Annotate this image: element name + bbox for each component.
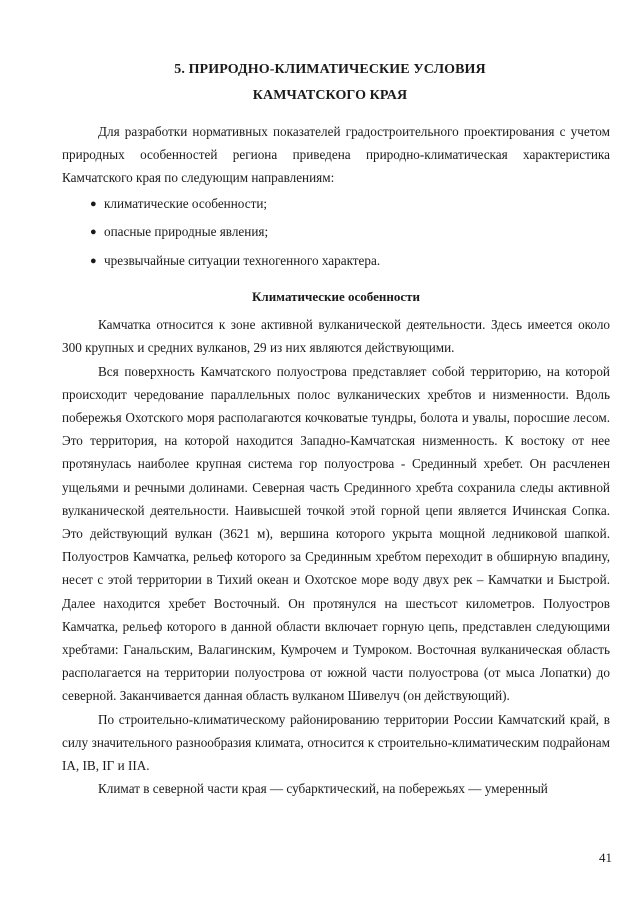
bullet-icon: ●: [90, 226, 97, 239]
paragraph-climate: Климат в северной части края — субарктический, на побережьях — умеренный: [98, 781, 548, 797]
paragraph-relief: Вся поверхность Камчатского полуострова представляет собой территорию, на которой происходит чередование параллельных полос вулканических хребтов и низменности. Вдоль побережья Охотского моря располагаются кочковатые тундры, болота и увалы, поросшие лесом. Это территория, на которой находится Западно-Камчатская низменность. К востоку от нее протянулась наиболее крупная система гор полуострова - Срединный хребет. Он расчленен ущельями и речными долинами. Северная часть Срединного хребта сохранила следы активной вулканической деятельности. Наивысшей точкой этой горной цепи является Ичинская Сопка. Это действующий вулкан (3621 м), вершина которого укрыта мощной ледниковой шапкой. Полуостров Камчатка, рельеф которого за Срединным хребтом переходит в обширную впадину, несет с этой территории в Тихий океан и Охотское море воду двух рек – Камчатки и Быстрой. Далее находится хребет Восточный. Он протянулся на шестьсот километров. Полуостров Камчатка, рельеф которого в данной области включает горную цепь, представлен следующими хребтами: Ганальским, Валагинским, Кумрочем и Тумроком. Восточная вулканическая область располагается на территории полуострова от южной части полуострова (от мыса Лопатки) до северной. Заканчивается данная область вулканом Шивелуч (он действующий).: [62, 363, 610, 704]
list-item: [62, 218, 610, 247]
section-title-line-1: 5. ПРИРОДНО-КЛИМАТИЧЕСКИЕ УСЛОВИЯ: [174, 62, 486, 77]
section-title-line-2: КАМЧАТСКОГО КРАЯ: [252, 88, 408, 103]
paragraph-volcanic-zone: Камчатка относится к зоне активной вулканической деятельности. Здесь имеется около 300 крупных и средних вулканов, 29 из них являются действующими.: [62, 317, 610, 356]
subheading-climate: Климатические особенности: [251, 289, 421, 305]
list-item-text: опасные природные явления;: [104, 224, 269, 240]
document-body: [62, 120, 610, 800]
list-item-text: климатические особенности;: [104, 195, 268, 211]
directions-list: [62, 190, 610, 276]
list-item-text: чрезвычайные ситуации техногенного характера.: [104, 252, 381, 268]
paragraph-zoning: По строительно-климатическому районированию территории России Камчатский край, в силу значительного разнообразия климата, относится к строительно-климатическим подрайонам IА, IВ, IГ и IIА.: [62, 711, 610, 773]
list-item: [62, 190, 610, 219]
bullet-icon: ●: [90, 197, 97, 210]
intro-paragraph: Для разработки нормативных показателей градостроительного проектирования с учетом природных особенностей региона приведена природно-климатическая характеристика Камчатского края по следующим направлениям:: [62, 124, 610, 186]
page-number: 41: [599, 850, 612, 865]
bullet-icon: ●: [90, 254, 97, 267]
list-item: [62, 247, 610, 276]
